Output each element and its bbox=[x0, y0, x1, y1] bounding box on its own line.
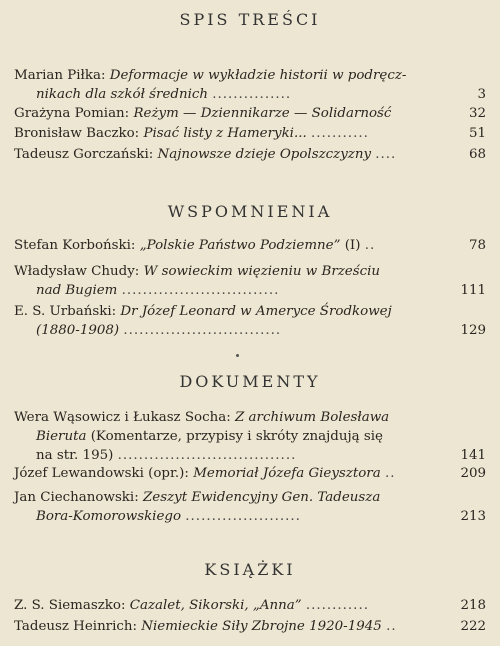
toc-entry bbox=[14, 617, 486, 636]
entry-author: Tadeusz Gorczański: bbox=[14, 147, 154, 162]
entry-author: Jan Ciechanowski: bbox=[14, 490, 139, 505]
leader-dots: .. bbox=[386, 619, 397, 634]
entry-title: Reżym — Dziennikarze — Solidarność bbox=[133, 106, 392, 121]
toc-entry bbox=[14, 124, 486, 143]
section-heading-contents: SPIS TREŚCI bbox=[179, 10, 321, 29]
entry-page-number: 3 bbox=[477, 87, 486, 102]
entry-page-number: 111 bbox=[460, 283, 486, 298]
entry-title-continued: Bora-Komorowskiego bbox=[36, 509, 182, 524]
entry-title: Pisać listy z Hameryki... bbox=[143, 126, 307, 141]
entry-title: Zeszyt Ewidencyjny Gen. Tadeusza bbox=[143, 490, 381, 505]
entry-title: Memoriał Józefa Gieysztora bbox=[193, 466, 381, 481]
divider-dot bbox=[236, 354, 239, 357]
entry-title: Z archiwum Bolesława bbox=[235, 410, 390, 425]
toc-entry bbox=[14, 408, 486, 465]
leader-dots: ............... bbox=[212, 87, 292, 102]
entry-title-continued: nikach dla szkół średnich bbox=[36, 87, 208, 102]
entry-author: Z. S. Siemaszko: bbox=[14, 598, 126, 613]
entry-title: Dr Józef Leonard w Ameryce Środkowej bbox=[120, 304, 392, 319]
toc-entry bbox=[14, 145, 486, 164]
entry-author: Tadeusz Heinrich: bbox=[14, 619, 138, 634]
entry-page-number: 68 bbox=[468, 147, 486, 162]
entry-author: Wera Wąsowicz i Łukasz Socha: bbox=[14, 410, 231, 425]
entry-part: (I) bbox=[344, 238, 361, 253]
entry-page-number: 213 bbox=[460, 509, 486, 524]
entry-author: Józef Lewandowski (opr.): bbox=[14, 466, 189, 481]
leader-dots: .............................. bbox=[121, 283, 280, 298]
entry-author: Stefan Korboński: bbox=[14, 238, 136, 253]
section-heading-documents: DOKUMENTY bbox=[179, 372, 321, 391]
entry-author: Władysław Chudy: bbox=[14, 264, 140, 279]
entry-author: E. S. Urbański: bbox=[14, 304, 117, 319]
leader-dots: ...................... bbox=[185, 509, 301, 524]
entry-page-number: 141 bbox=[460, 448, 486, 463]
entry-note-continued: na str. 195) bbox=[36, 448, 114, 463]
entry-note: (Komentarze, przypisy i skróty znajdują się bbox=[90, 429, 383, 444]
entry-page-number: 209 bbox=[460, 466, 486, 481]
entry-title: Deformacje w wykładzie historii w podręcz- bbox=[109, 68, 407, 83]
leader-dots: .............................. bbox=[123, 323, 282, 338]
leader-dots: .. bbox=[364, 238, 376, 253]
entry-page-number: 78 bbox=[468, 238, 486, 253]
entry-title: W sowieckim więzieniu w Brześciu bbox=[143, 264, 380, 279]
toc-entry bbox=[14, 236, 486, 255]
toc-entry bbox=[14, 66, 486, 104]
entry-author: Marian Piłka: bbox=[14, 68, 106, 83]
entry-title: Najnowsze dzieje Opolszczyzny bbox=[157, 147, 372, 162]
entry-page-number: 129 bbox=[460, 323, 486, 338]
toc-entry bbox=[14, 464, 486, 483]
toc-entry bbox=[14, 262, 486, 300]
leader-dots: .. bbox=[384, 466, 396, 481]
entry-page-number: 32 bbox=[468, 106, 486, 121]
leader-dots: .................................. bbox=[117, 448, 297, 463]
leader-dots: .... bbox=[375, 147, 397, 162]
entry-page-number: 222 bbox=[460, 619, 486, 634]
entry-page-number: 51 bbox=[468, 126, 486, 141]
entry-title: Niemieckie Siły Zbrojne 1920-1945 bbox=[141, 619, 382, 634]
entry-page-number: 218 bbox=[460, 598, 486, 613]
entry-author: Grażyna Pomian: bbox=[14, 106, 130, 121]
entry-title-continued: (1880-1908) bbox=[36, 323, 120, 338]
toc-entry bbox=[14, 488, 486, 526]
toc-entry bbox=[14, 302, 486, 340]
toc-entry bbox=[14, 596, 486, 615]
entry-title: „Polskie Państwo Podziemne” bbox=[139, 238, 341, 253]
toc-entry bbox=[14, 104, 486, 123]
leader-dots: ............ bbox=[305, 598, 369, 613]
section-heading-books: KSIĄŻKI bbox=[204, 560, 296, 579]
entry-title: Cazalet, Sikorski, „Anna” bbox=[129, 598, 302, 613]
entry-title-continued: nad Bugiem bbox=[36, 283, 118, 298]
section-heading-memoirs: WSPOMNIENIA bbox=[167, 202, 333, 221]
entry-title-continued: Bieruta bbox=[36, 429, 87, 444]
entry-author: Bronisław Baczko: bbox=[14, 126, 140, 141]
leader-dots: ........... bbox=[311, 126, 369, 141]
